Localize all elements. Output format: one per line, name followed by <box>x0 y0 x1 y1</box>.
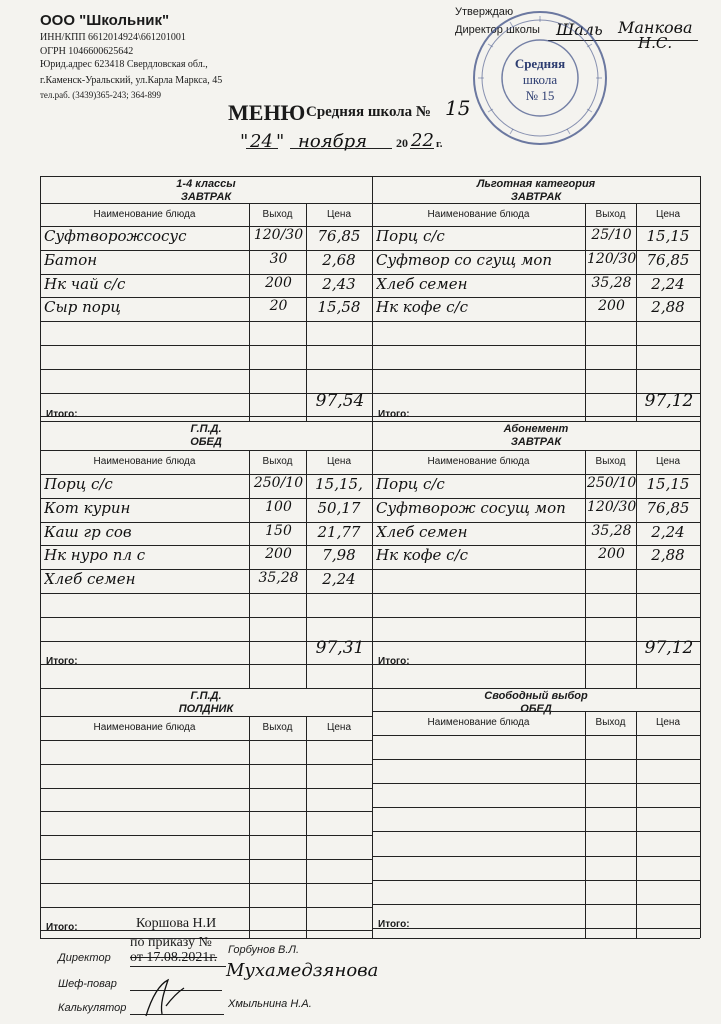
col-header-name: Наименование блюда <box>93 722 196 733</box>
dish-name: Нк нуро пл с <box>44 546 146 564</box>
director-name: Манкова <box>618 18 693 37</box>
col-header-out: Выход <box>595 456 626 467</box>
itogo-label: Итого: <box>378 656 410 667</box>
dish-name: Сыр порц <box>44 298 121 316</box>
dish-output: 200 <box>598 298 625 314</box>
dish-output: 200 <box>265 546 292 562</box>
dish-price: 2,24 <box>651 523 685 541</box>
date-day: 24 <box>250 131 273 152</box>
section-total: 97,54 <box>315 391 365 411</box>
col-header-price: Цена <box>326 722 352 733</box>
itogo-label: Итого: <box>46 656 78 667</box>
date-month: ноября <box>298 131 368 152</box>
s4-subtitle: ЗАВТРАК <box>510 436 562 448</box>
dish-price: 15,15 <box>646 227 690 245</box>
s2-title: Льготная категория <box>476 178 596 190</box>
dish-output: 20 <box>269 298 288 314</box>
dish-name: Порц с/с <box>376 227 445 245</box>
dish-name: Хлеб семен <box>376 275 468 293</box>
stamp-line-2: школа <box>522 72 558 87</box>
director-initials: Н.С. <box>638 34 673 52</box>
s1-title: 1-4 классы <box>176 178 236 190</box>
dish-output: 25/10 <box>591 227 632 243</box>
dish-name: Суфтворожсосус <box>44 227 187 245</box>
dish-price: 76,85 <box>646 251 690 269</box>
dish-name: Каш гр сов <box>44 523 132 541</box>
section-total: 97,12 <box>644 391 694 411</box>
school-title: Средняя школа № <box>306 104 431 120</box>
address-line-1: Юрид.адрес 623418 Свердловская обл., <box>40 59 208 70</box>
dish-price: 2,88 <box>651 546 685 564</box>
approve-label: Утверждаю <box>455 6 514 18</box>
s5-title: Г.П.Д. <box>190 690 222 702</box>
dish-name: Батон <box>44 251 98 269</box>
col-header-name: Наименование блюда <box>427 456 530 467</box>
dish-price: 76,85 <box>646 499 690 517</box>
col-header-out: Выход <box>595 209 626 220</box>
dish-name: Суфтворож сосущ моп <box>376 499 566 517</box>
calculator-name: Хмыльнина Н.А. <box>228 998 312 1010</box>
dish-price: 2,24 <box>651 275 685 293</box>
dish-price: 15,15 <box>646 475 690 493</box>
date-year-suffix: 22 <box>411 130 434 151</box>
col-header-name: Наименование блюда <box>93 209 196 220</box>
dish-price: 2,88 <box>651 298 685 316</box>
stamp-line-3: № 15 <box>525 88 555 103</box>
dish-output: 250/10 <box>253 475 304 491</box>
dish-name: Нк кофе с/с <box>376 546 469 564</box>
s3-subtitle: ОБЕД <box>190 436 222 448</box>
col-header-name: Наименование блюда <box>93 456 196 467</box>
stamp-line-1: Средняя <box>514 56 566 71</box>
col-header-out: Выход <box>262 456 293 467</box>
footer-order-line-1: по приказу № <box>130 935 212 950</box>
director-label: Директор школы <box>455 24 540 36</box>
director-footer-name: Горбунов В.Л. <box>228 944 300 956</box>
dish-price: 76,85 <box>317 227 361 245</box>
dish-output: 200 <box>598 546 625 562</box>
date-year-unit: г. <box>436 138 443 150</box>
dish-price: 15,15, <box>315 475 363 493</box>
s2-subtitle: ЗАВТРАК <box>510 191 562 203</box>
footer-order-line-2: от 17.08.2021г. <box>130 950 218 965</box>
dish-price: 2,24 <box>322 570 356 588</box>
dish-output: 150 <box>265 523 292 539</box>
section-total: 97,31 <box>315 638 365 658</box>
dish-output: 35,28 <box>591 523 632 539</box>
s5-subtitle: ПОЛДНИК <box>178 703 234 715</box>
ogrn-line: ОГРН 1046600625642 <box>40 46 134 57</box>
dish-price: 21,77 <box>317 523 361 541</box>
s1-subtitle: ЗАВТРАК <box>180 191 232 203</box>
section-total: 97,12 <box>644 638 694 658</box>
col-header-price: Цена <box>655 717 681 728</box>
dish-name: Нк кофе с/с <box>376 298 469 316</box>
dish-output: 120/30 <box>587 499 636 515</box>
calculator-label: Калькулятор <box>58 1002 127 1014</box>
date-quote-open: " <box>240 131 249 152</box>
dish-output: 120/30 <box>253 227 304 243</box>
itogo-label: Итого: <box>46 409 78 420</box>
school-number: 15 <box>445 96 471 120</box>
col-header-out: Выход <box>595 717 626 728</box>
col-header-price: Цена <box>655 209 681 220</box>
dish-name: Кот курин <box>44 499 131 517</box>
phone-line: тел.раб. (3439)365-243; 364-899 <box>40 90 161 100</box>
dish-output: 35,28 <box>258 570 299 586</box>
itogo-label: Итого: <box>378 409 410 420</box>
date-quote-close: " <box>276 131 285 152</box>
dish-price: 2,68 <box>322 251 356 269</box>
col-header-out: Выход <box>262 209 293 220</box>
dish-output: 200 <box>265 275 292 291</box>
date-year-prefix: 20 <box>396 136 408 150</box>
dish-output: 100 <box>265 499 292 515</box>
director-footer-label: Директор <box>58 952 111 964</box>
dish-price: 50,17 <box>317 499 361 517</box>
chef-scribble-icon <box>138 976 192 1022</box>
dish-name: Хлеб семен <box>376 523 468 541</box>
address-line-2: г.Каменск-Уральский, ул.Карла Маркса, 45 <box>40 75 223 86</box>
dish-name: Суфтвор со сгущ моп <box>376 251 553 269</box>
col-header-name: Наименование блюда <box>427 717 530 728</box>
dish-name: Порц с/с <box>44 475 113 493</box>
s6-title: Свободный выбор <box>484 690 588 702</box>
col-header-name: Наименование блюда <box>427 209 530 220</box>
dish-output: 250/10 <box>587 475 636 491</box>
dish-price: 15,58 <box>317 298 361 316</box>
dish-output: 30 <box>269 251 288 267</box>
s4-title: Абонемент <box>503 423 569 435</box>
chef-label: Шеф-повар <box>58 978 117 990</box>
col-header-price: Цена <box>326 209 352 220</box>
director-signature: Шаль <box>556 20 603 39</box>
dish-output: 120/30 <box>587 251 636 267</box>
itogo-label: Итого: <box>46 922 78 933</box>
dish-name: Порц с/с <box>376 475 445 493</box>
s6-subtitle: ОБЕД <box>520 703 552 715</box>
dish-price: 2,43 <box>322 275 356 293</box>
menu-title: МЕНЮ <box>228 100 306 125</box>
s3-title: Г.П.Д. <box>190 423 222 435</box>
org-name: ООО "Школьник" <box>40 12 170 29</box>
dish-name: Хлеб семен <box>44 570 136 588</box>
col-header-price: Цена <box>655 456 681 467</box>
col-header-price: Цена <box>326 456 352 467</box>
col-header-out: Выход <box>262 722 293 733</box>
dish-output: 35,28 <box>591 275 632 291</box>
school-stamp <box>470 8 610 148</box>
dish-price: 7,98 <box>322 546 356 564</box>
itogo-label: Итого: <box>378 919 410 930</box>
footer-responsible: Коршова Н.И <box>136 916 217 931</box>
chef-signature: Мухамедзянова <box>226 960 379 981</box>
dish-name: Нк чай с/с <box>44 275 126 293</box>
inn-line: ИНН/КПП 6612014924\661201001 <box>40 32 186 43</box>
